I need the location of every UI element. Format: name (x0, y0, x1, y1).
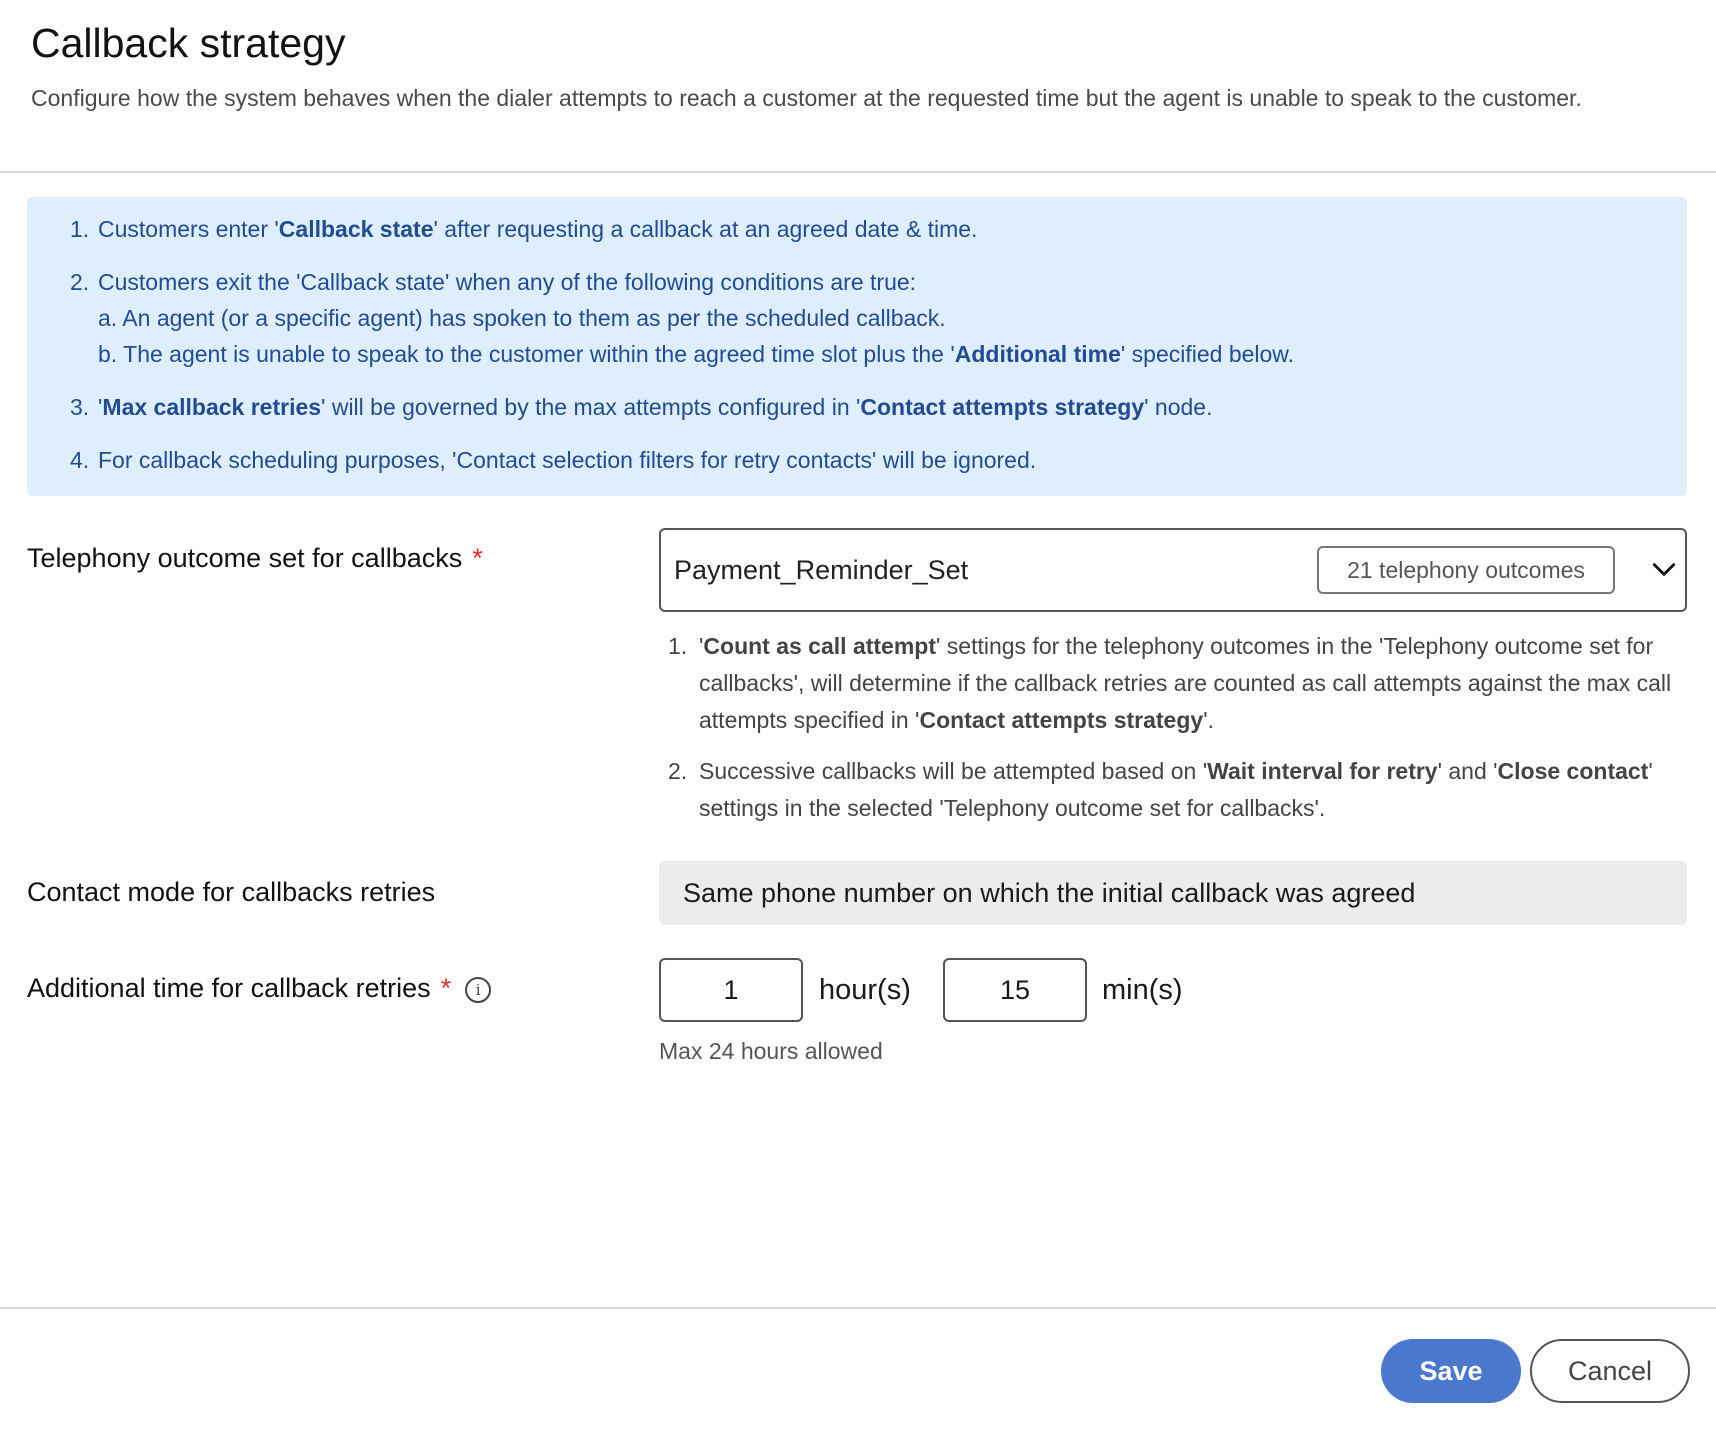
telephony-outcome-label: Telephony outcome set for callbacks * (27, 543, 483, 573)
hours-unit-label: hour(s) (819, 974, 911, 1006)
save-button[interactable]: Save (1381, 1339, 1521, 1403)
telephony-outcome-select[interactable] (659, 528, 1687, 612)
info-item-2a: a. An agent (or a specific agent) has spoken to them as per the scheduled callback. (98, 305, 946, 331)
minutes-input[interactable] (943, 958, 1087, 1022)
info-item-4: 4. For callback scheduling purposes, 'Contact selection filters for retry contacts' will be ignored. (70, 447, 1037, 473)
required-marker: * (440, 973, 452, 1003)
info-item-2b: b. The agent is unable to speak to the customer within the agreed time slot plus the 'Additional time' specified below. (98, 341, 1295, 367)
additional-time-label: Additional time for callback retries * i (27, 968, 491, 1008)
contact-mode-label: Contact mode for callbacks retries (27, 877, 436, 907)
chevron-down-icon[interactable] (1651, 556, 1677, 582)
cancel-button[interactable]: Cancel (1530, 1339, 1690, 1403)
contact-mode-value: Same phone number on which the initial callback was agreed (659, 861, 1687, 925)
telephony-outcome-count-badge: 21 telephony outcomes (1317, 546, 1615, 594)
info-item-2: 2. Customers exit the 'Callback state' when any of the following conditions are true: (70, 269, 917, 295)
footer-divider (0, 1307, 1716, 1309)
hours-input[interactable] (659, 958, 803, 1022)
required-marker: * (472, 543, 483, 573)
page-subtitle: Configure how the system behaves when the dialer attempts to reach a customer at the requested time but the agent is unable to speak to the customer. (31, 85, 1582, 111)
telephony-note-2: 2. Successive callbacks will be attempted based on 'Wait interval for retry' and 'Close contact' settings in the selected 'Telephony outcome set for callbacks'. (668, 758, 1653, 821)
page-title: Callback strategy (31, 20, 346, 66)
page-header (31, 18, 1691, 116)
telephony-note-1: 1. 'Count as call attempt' settings for the telephony outcomes in the 'Telephony outcome set for callbacks', will determine if the callback retries are counted as call attempts against the max call attempts specified in 'Contact attempts strategy'. (668, 633, 1672, 733)
info-panel (27, 197, 1687, 496)
minutes-unit-label: min(s) (1102, 974, 1183, 1006)
info-item-1: 1. Customers enter 'Callback state' after requesting a callback at an agreed date & time. (70, 216, 978, 242)
info-icon[interactable]: i (465, 977, 491, 1003)
max-hours-hint: Max 24 hours allowed (659, 1038, 883, 1064)
info-item-3: 3. 'Max callback retries' will be governed by the max attempts configured in 'Contact attempts strategy' node. (70, 394, 1213, 420)
header-divider (0, 171, 1716, 173)
telephony-outcome-value: Payment_Reminder_Set (674, 554, 969, 585)
